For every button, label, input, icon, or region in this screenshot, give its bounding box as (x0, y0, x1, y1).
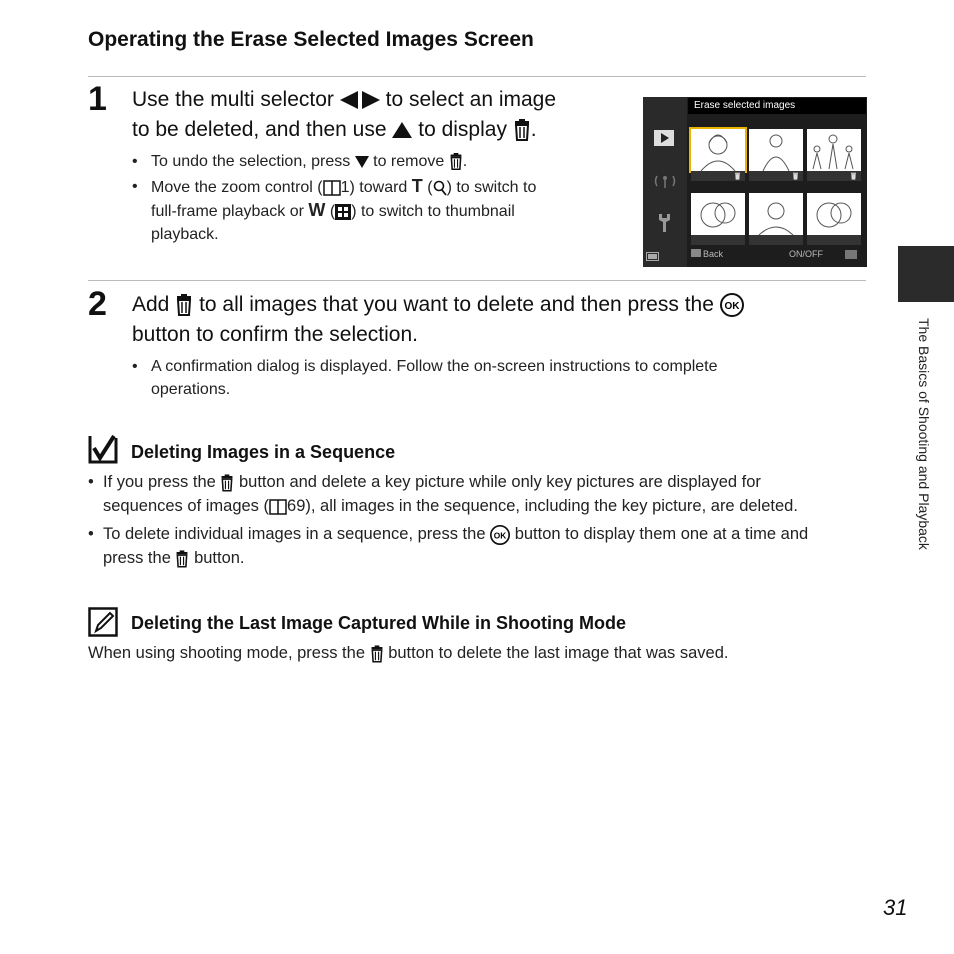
playback-icon (654, 130, 674, 146)
up-arrow-icon (392, 122, 412, 138)
section-title: Operating the Erase Selected Images Screen (88, 28, 534, 51)
thumbnail[interactable] (691, 193, 745, 235)
svg-text:OK: OK (493, 529, 507, 540)
step-1-line1a: Use the multi selector (132, 88, 334, 111)
wrench-icon (655, 213, 673, 233)
thumbnail-bar (691, 171, 745, 181)
note-1-bullet-1: • If you press the button and delete a key picture while only key pictures are displayed for sequences of images ( 69), all images in the sequence, including the key picture, are deleted. (88, 473, 798, 515)
note-1-bullet-2: • To delete individual images in a sequence, press the OK button to display them one at a time and press the button. (88, 525, 809, 567)
onoff-label[interactable]: ON/OFF (789, 249, 823, 259)
back-label[interactable]: Back (703, 249, 724, 259)
wifi-icon (654, 173, 676, 189)
camera-screen (643, 97, 867, 267)
step-1-line2a: to be deleted, and then use (132, 118, 387, 141)
thumbnail[interactable] (749, 193, 803, 235)
thumbnail-bar (691, 235, 745, 245)
thumbnail[interactable] (807, 129, 861, 171)
note-1-title: Deleting Images in a Sequence (131, 442, 396, 462)
note-2-title: Deleting the Last Image Captured While in Shooting Mode (131, 613, 627, 633)
thumbnail-bar (749, 171, 803, 181)
trash-icon (220, 474, 234, 492)
pencil-icon (88, 607, 118, 637)
zoom-t-icon: T (411, 176, 423, 196)
thumbnail[interactable] (749, 129, 803, 171)
step-2-bullet-1: • A confirmation dialog is displayed. Follow the on-screen instructions to complete operations. (132, 358, 718, 398)
step-2-text: Add to all images that you want to delete and then press the OK button to confirm the selection. (132, 290, 862, 350)
camera-side-menu (643, 97, 687, 267)
step-1-bullet-2: • Move the zoom control ( 1) toward T ( ) to switch to full-frame playback or W ( ) to switch to thumbnail playback. (132, 176, 537, 243)
camera-screen-title: Erase selected images (688, 98, 866, 114)
left-right-arrow-icon (340, 91, 380, 109)
trash-icon (175, 294, 193, 316)
trash-icon (734, 172, 741, 180)
thumbnail-bar (807, 235, 861, 245)
thumbnail-selected[interactable] (691, 129, 745, 171)
step-2-number: 2 (88, 285, 107, 323)
trash-icon (513, 119, 531, 141)
trash-icon (850, 172, 857, 180)
thumbnail-icon (335, 204, 351, 220)
divider (88, 280, 866, 281)
step-1-line2b: to display (418, 118, 507, 141)
trash-icon (370, 645, 384, 663)
zoom-button-icon (845, 250, 857, 259)
step-1-bullet-1: • To undo the selection, press to remove . (132, 153, 468, 170)
step-1-number: 1 (88, 80, 107, 118)
zoom-w-icon: W (308, 200, 326, 220)
check-icon (88, 434, 118, 464)
thumbnail-bar (807, 171, 861, 181)
note-2-body: When using shooting mode, press the button to delete the last image that was saved. (88, 644, 729, 662)
camera-footer (691, 249, 863, 263)
down-arrow-icon (355, 156, 369, 168)
book-icon (269, 499, 287, 515)
book-icon (323, 180, 341, 196)
step-1-line1b: to select an image (385, 88, 557, 111)
ok-button-icon (720, 293, 744, 317)
chapter-tab (898, 246, 954, 302)
ok-button-icon (490, 525, 510, 545)
page-number: 31 (883, 895, 908, 920)
battery-icon (646, 252, 660, 261)
divider (88, 76, 866, 77)
trash-icon (792, 172, 799, 180)
trash-icon (449, 153, 463, 170)
trash-icon (175, 550, 189, 568)
menu-button-icon (691, 249, 701, 257)
thumbnail[interactable] (807, 193, 861, 235)
chapter-label: The Basics of Shooting and Playback (916, 318, 932, 550)
thumbnail-bar (749, 235, 803, 245)
magnifier-icon (433, 180, 447, 196)
step-1-text: Use the multi selector to select an image to be deleted, and then use to display . (132, 88, 557, 141)
svg-text:OK: OK (724, 301, 740, 313)
